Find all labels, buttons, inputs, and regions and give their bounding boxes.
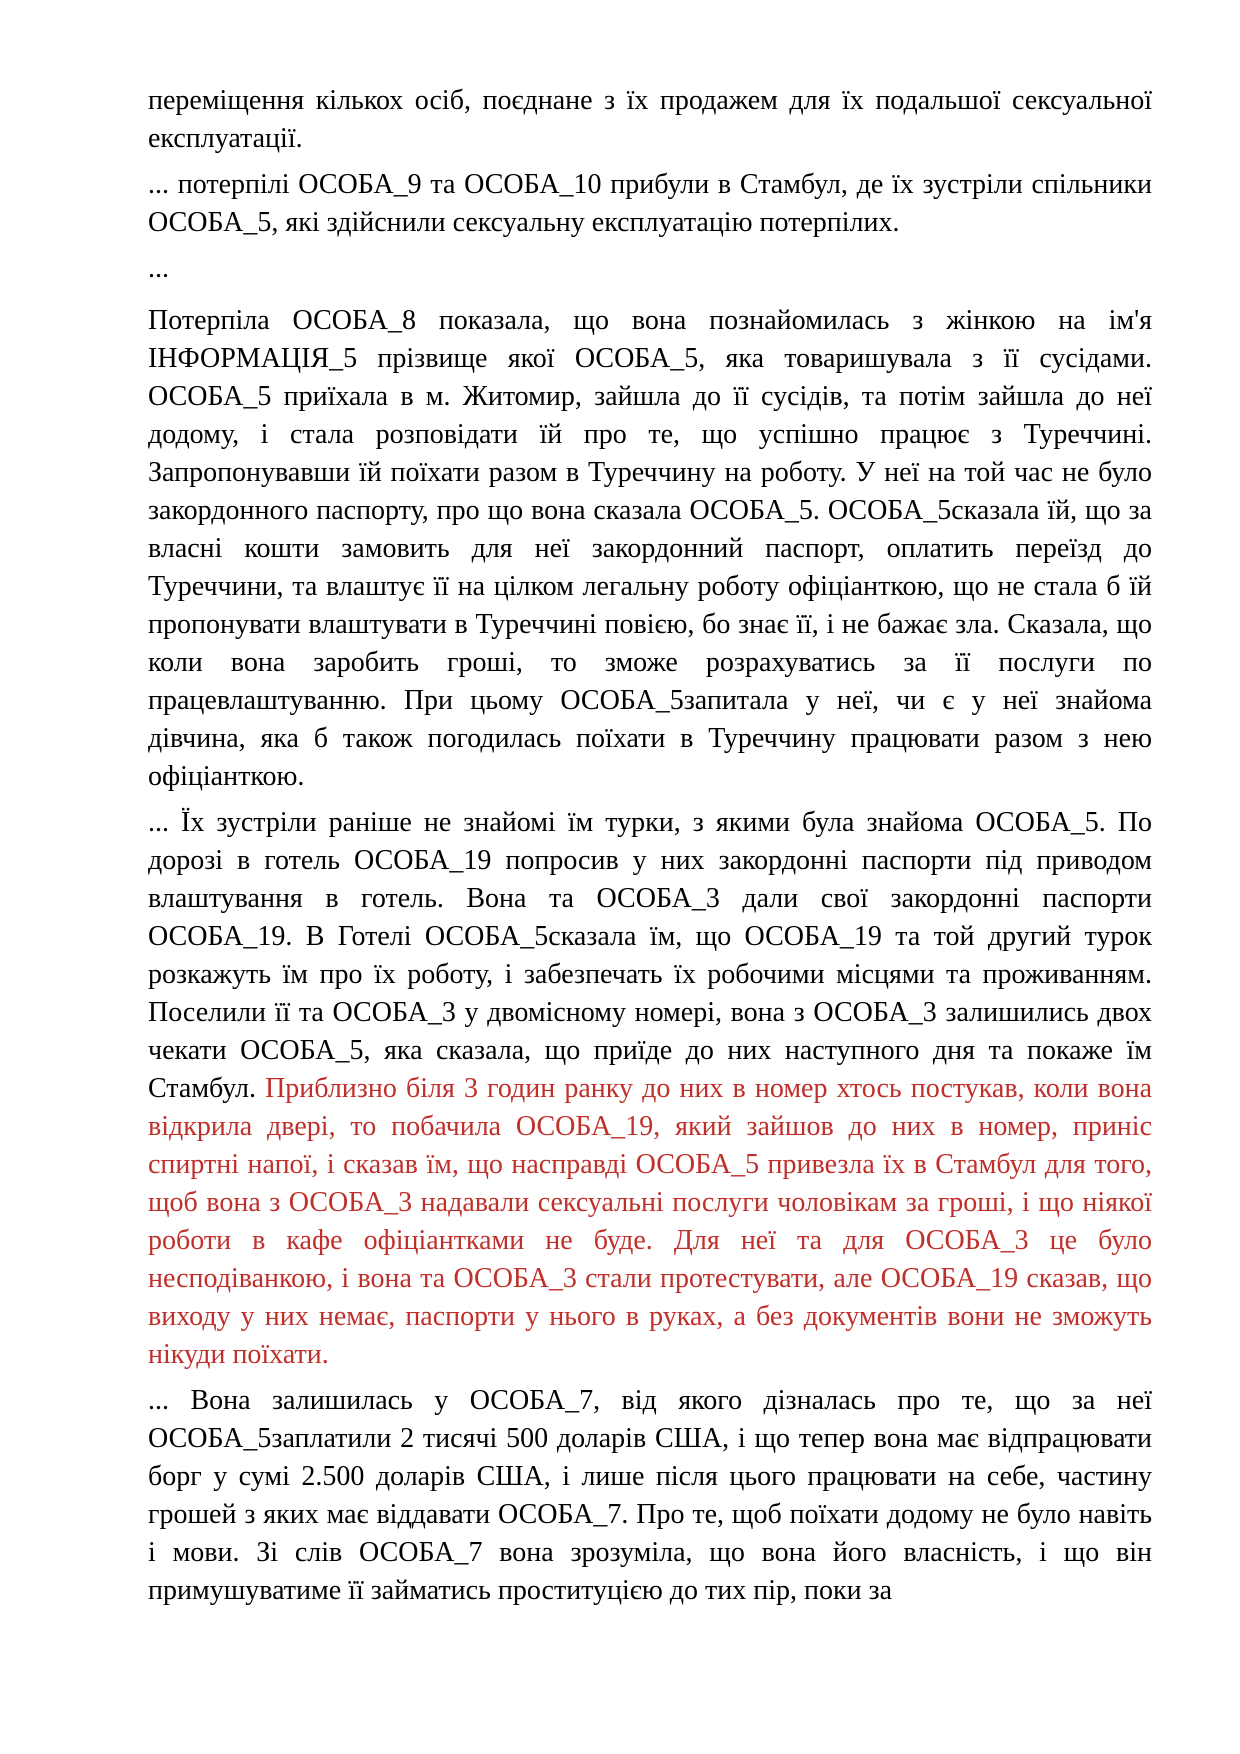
paragraph-5-highlighted-text: Приблизно біля 3 годин ранку до них в номер хтось постукав, коли вона відкрила двері, то побачила ОСОБА_19, який зайшов до них в номер, приніс спиртні напої, і сказав їм, що насправді ОСОБА_5 привезла їх в Стамбул для того, щоб вона з ОСОБА_3 надавали сексуальні послуги чоловікам за гроші, і що ніякої роботи в кафе офіціантками не буде. Для неї та для ОСОБА_3 це було несподіванкою, і вона та ОСОБА_3 стали протестувати, але ОСОБА_19 сказав, що виходу у них немає, паспорти у нього в руках, а без документів вони не зможуть нікуди поїхати. xyxy=(148,1073,1153,1370)
paragraph-5 xyxy=(148,804,1152,1374)
paragraph-1: переміщення кількох осіб, поєднане з їх продажем для їх подальшої сексуальної експлуатації. xyxy=(148,85,1152,154)
paragraph-6: ... Вона залишилась у ОСОБА_7, від якого дізналась про те, що за неї ОСОБА_5заплатили 2 тисячі 500 доларів США, і що тепер вона має відпрацювати борг у сумі 2.500 доларів США, і лише після цього працювати на себе, частину грошей з яких має віддавати ОСОБА_7. Про те, щоб поїхати додому не було навіть і мови. Зі слів ОСОБА_7 вона зрозуміла, що вона його власність, і що він примушуватиме її займатись проституцією до тих пір, поки за xyxy=(148,1385,1152,1606)
paragraph-4: Потерпіла ОСОБА_8 показала, що вона познайомилась з жінкою на ім'я ІНФОРМАЦІЯ_5 прізвище якої ОСОБА_5, яка товаришувала з її сусідами. ОСОБА_5 приїхала в м. Житомир, зайшла до її сусідів, та потім зайшла до неї додому, і стала розповідати їй про те, що успішно працює з Туреччині. Запропонувавши їй поїхати разом в Туреччину на роботу. У неї на той час не було закордонного паспорту, про що вона сказала ОСОБА_5. ОСОБА_5сказала їй, що за власні кошти замовить для неї закордонний паспорт, оплатить переїзд до Туреччини, та влаштує її на цілком легальну роботу офіціанткою, що не стала б їй пропонувати влаштувати в Туреччині повією, бо знає її, і не бажає зла. Сказала, що коли вона заробить гроші, то зможе розрахуватись за її послуги по працевлаштуванню. При цьому ОСОБА_5запитала у неї, чи є у неї знайома дівчина, яка б також погодилась поїхати в Туреччину працювати разом з нею офіціанткою. xyxy=(148,305,1152,792)
paragraph-5-plain-text: ... Їх зустріли раніше не знайомі їм турки, з якими була знайома ОСОБА_5. По дорозі в готель ОСОБА_19 попросив у них закордонні паспорти під приводом влаштування в готель. Вона та ОСОБА_3 дали свої закордонні паспорти ОСОБА_19. В Готелі ОСОБА_5сказала їм, що ОСОБА_19 та той другий турок розкажуть їм про їх роботу, і забезпечать їх робочими місцями та проживанням. Поселили її та ОСОБА_3 у двомісному номері, вона з ОСОБА_3 залишились двох чекати ОСОБА_5, яка сказала, що приїде до них наступного дня та покаже їм Стамбул. xyxy=(148,807,1152,1104)
document-page xyxy=(148,82,1152,1618)
paragraph-ellipsis: ... xyxy=(148,253,169,284)
paragraph-2: ... потерпілі ОСОБА_9 та ОСОБА_10 прибули в Стамбул, де їх зустріли спільники ОСОБА_5, які здійснили сексуальну експлуатацію потерпілих. xyxy=(148,169,1152,238)
